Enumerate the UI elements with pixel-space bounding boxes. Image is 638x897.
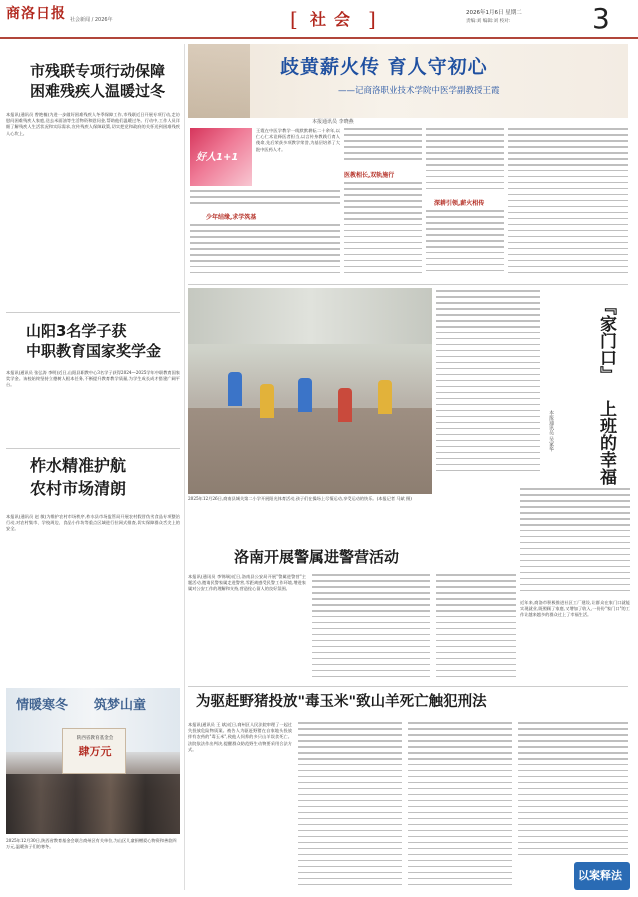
feature-header-art [188, 44, 628, 118]
masthead-logo: 商洛日报 [6, 6, 66, 22]
feature-col1-lines-2 [190, 224, 340, 280]
page-number: 3 [592, 2, 610, 35]
article-title-line1: 柞水精准护航 [30, 456, 127, 475]
article-poison-corn-col2 [298, 722, 402, 890]
article-jiamenkou-byline: 本报通讯员 吴家华 [548, 410, 554, 452]
people-group [6, 774, 180, 834]
feature-col4-lines [508, 128, 628, 280]
article-body: 本报讯(通讯员 曾艳楠)为进一步做好困难残疾人冬季保障工作,市残联近日开展专项行动,走访慰问困难残疾人家庭,送去米面油等生活物资和慰问金,帮助他们温暖过冬。行动中,工作人员详细了解残疾人生活状况和实际需求,宣传残疾人保障政策,切实把党和政府的关怀送到困难残疾人心坎上。 [6, 112, 180, 136]
divider-left-1 [6, 312, 180, 313]
masthead [0, 0, 638, 38]
banner-slogan-1: 情暖寒冬 [16, 698, 69, 713]
divider-left-2 [6, 448, 180, 449]
article-title-line2: 农村市场清朗 [30, 479, 127, 499]
photo-children-5 [378, 380, 392, 414]
feature-art-left [188, 44, 250, 118]
photo-children-4 [338, 388, 352, 422]
section-title-box [290, 8, 380, 32]
article-body: 本报讯(通讯员 赵 敏)为维护农村市场秩序,柞水县市场监管局开展农村假冒伪劣食品专项整治行动,对农村集市、学校周边、食品小作坊等重点区域进行拉网式排查,切实保障群众舌尖上的安全。 [6, 514, 180, 532]
masthead-sub: 社会新闻 / 2026年 [70, 17, 113, 23]
feature-head-3: 深耕引领,薪火相传 [434, 200, 485, 207]
photo-school-caption: 2025年12月26日,商南县城关第二小学开展阳光体育活动,孩子们在操场上尽情运动,享受运动的快乐。(本报记者 马斌 摄) [188, 496, 412, 501]
feature-portrait [190, 128, 252, 186]
masthead-editors: 责编:刘 编辑:刘 校对: [466, 19, 511, 24]
feature-byline: 本报通讯员 李晓燕 [312, 119, 354, 125]
article-zhashui-market [6, 452, 180, 642]
feature-col3-lines [426, 128, 504, 198]
article-luonan-body: 本报讯(通讯员 李锦瑞)近日,洛南县公安局开展"警属进警营"主题活动,邀请民警家属走进警营,零距离感受民警工作环境,增进家属对公安工作的理解和支持,营造拴心留人的良好氛围。 [188, 574, 306, 592]
banner-photo-donation [6, 688, 180, 834]
article-jiamenkou-col-lower [520, 488, 630, 596]
feature-title: 歧黄薪火传 育人守初心 [280, 56, 488, 78]
article-title-line1: 山阳3名学子获 [26, 322, 127, 340]
footer-badge-label: 以案释法 [578, 869, 622, 882]
feature-col2-lines-2 [344, 182, 422, 280]
bracket-left-icon: [ [290, 7, 298, 31]
feature-head-1: 少年结缘,求学筑基 [206, 214, 257, 221]
photo-children-3 [298, 378, 312, 412]
article-shanyang-scholarship [6, 316, 180, 442]
article-poison-corn-body: 本报讯(通讯员 王 斌)近日,商州区人民法院审理了一起过失投放危险物质案。被告人为驱赶野猪在自家地头投放拌有农药的"毒玉米",致他人饲养的多只山羊误食死亡。法院依法作出判决,提醒群众防范野生动物要采用合法方式。 [188, 722, 292, 752]
divider-bottom [188, 686, 628, 687]
article-jiamenkou-title-2: 上班的幸福 [596, 400, 616, 485]
banner-caption: 2025年12月30日,陕西省教育基金会联合商州区有关单位,为山区儿童捐赠爱心物资和善款四万元,温暖孩子们的寒冬。 [6, 838, 177, 849]
article-poison-corn-col3 [408, 722, 512, 890]
vertical-divider-1 [184, 44, 185, 890]
donation-board [62, 728, 126, 774]
donation-board-amount: 肆万元 [78, 745, 112, 758]
article-jiamenkou-intro [436, 290, 540, 480]
feature-col1-intro: 王霞在中医学教学一线默默耕耘二十余年,以仁心仁术诠释医者担当,以言传身教践行育人使命,先后荣获多项教学荣誉,为基层培养了大批中医药人才。 [256, 128, 340, 152]
article-disabled-winter [6, 44, 180, 262]
article-title-line1: 市残联专项行动保障 [30, 62, 166, 80]
article-jiamenkou-title-1: 『家门口』 [596, 298, 616, 383]
article-poison-corn-col4 [518, 722, 628, 858]
article-luonan-title: 洛南开展警属进警营活动 [234, 548, 400, 566]
photo-building [188, 288, 432, 344]
photo-track [188, 408, 432, 494]
article-luonan-col2 [312, 574, 430, 684]
feature-col2-lines [344, 128, 422, 168]
article-title-line2: 中职教育国家奖学金 [26, 342, 162, 360]
footer-badge [574, 862, 630, 890]
article-body: 本报讯(通讯员 张弘涛 李明)近日,山阳县职教中心3名学子获得2024—2025学年中职教育国家奖学金。该校始终坚持立德树人根本任务,不断提升教育教学质量,为学生成长成才搭建广阔平台。 [6, 370, 180, 388]
divider-feature [188, 284, 628, 285]
bracket-right-icon: ] [368, 7, 376, 31]
feature-col3-lines-2 [426, 210, 504, 280]
banner-slogan-2: 筑梦山童 [94, 698, 147, 713]
article-luonan-col3 [436, 574, 516, 684]
photo-children-1 [228, 372, 242, 406]
photo-school-sports [188, 288, 432, 494]
photo-children-2 [260, 384, 274, 418]
article-poison-corn-title: 为驱赶野猪投放"毒玉米"致山羊死亡触犯刑法 [196, 694, 487, 710]
masthead-date: 2026年1月6日 星期二 [466, 10, 522, 16]
feature-portrait-label: 好人1+1 [196, 152, 239, 163]
masthead-rule [0, 37, 638, 39]
article-jiamenkou-body: 近年来,商洛市积极推进社区工厂建设,让群众在家门口就能实现就业,既照顾了家庭,又增加了收入,一份份"家门口"的工作让越来越多的群众过上了幸福生活。 [520, 600, 630, 618]
article-title-line2: 困难残疾人温暖过冬 [30, 82, 166, 100]
feature-subtitle: ——记商洛职业技术学院中医学副教授王霞 [338, 86, 500, 96]
feature-head-2: 医教相长,双轨施行 [344, 172, 395, 179]
section-title: 社会 [310, 10, 359, 29]
feature-col1-lines [190, 190, 340, 210]
donation-board-org: 陕西省教育基金会 [76, 736, 114, 741]
